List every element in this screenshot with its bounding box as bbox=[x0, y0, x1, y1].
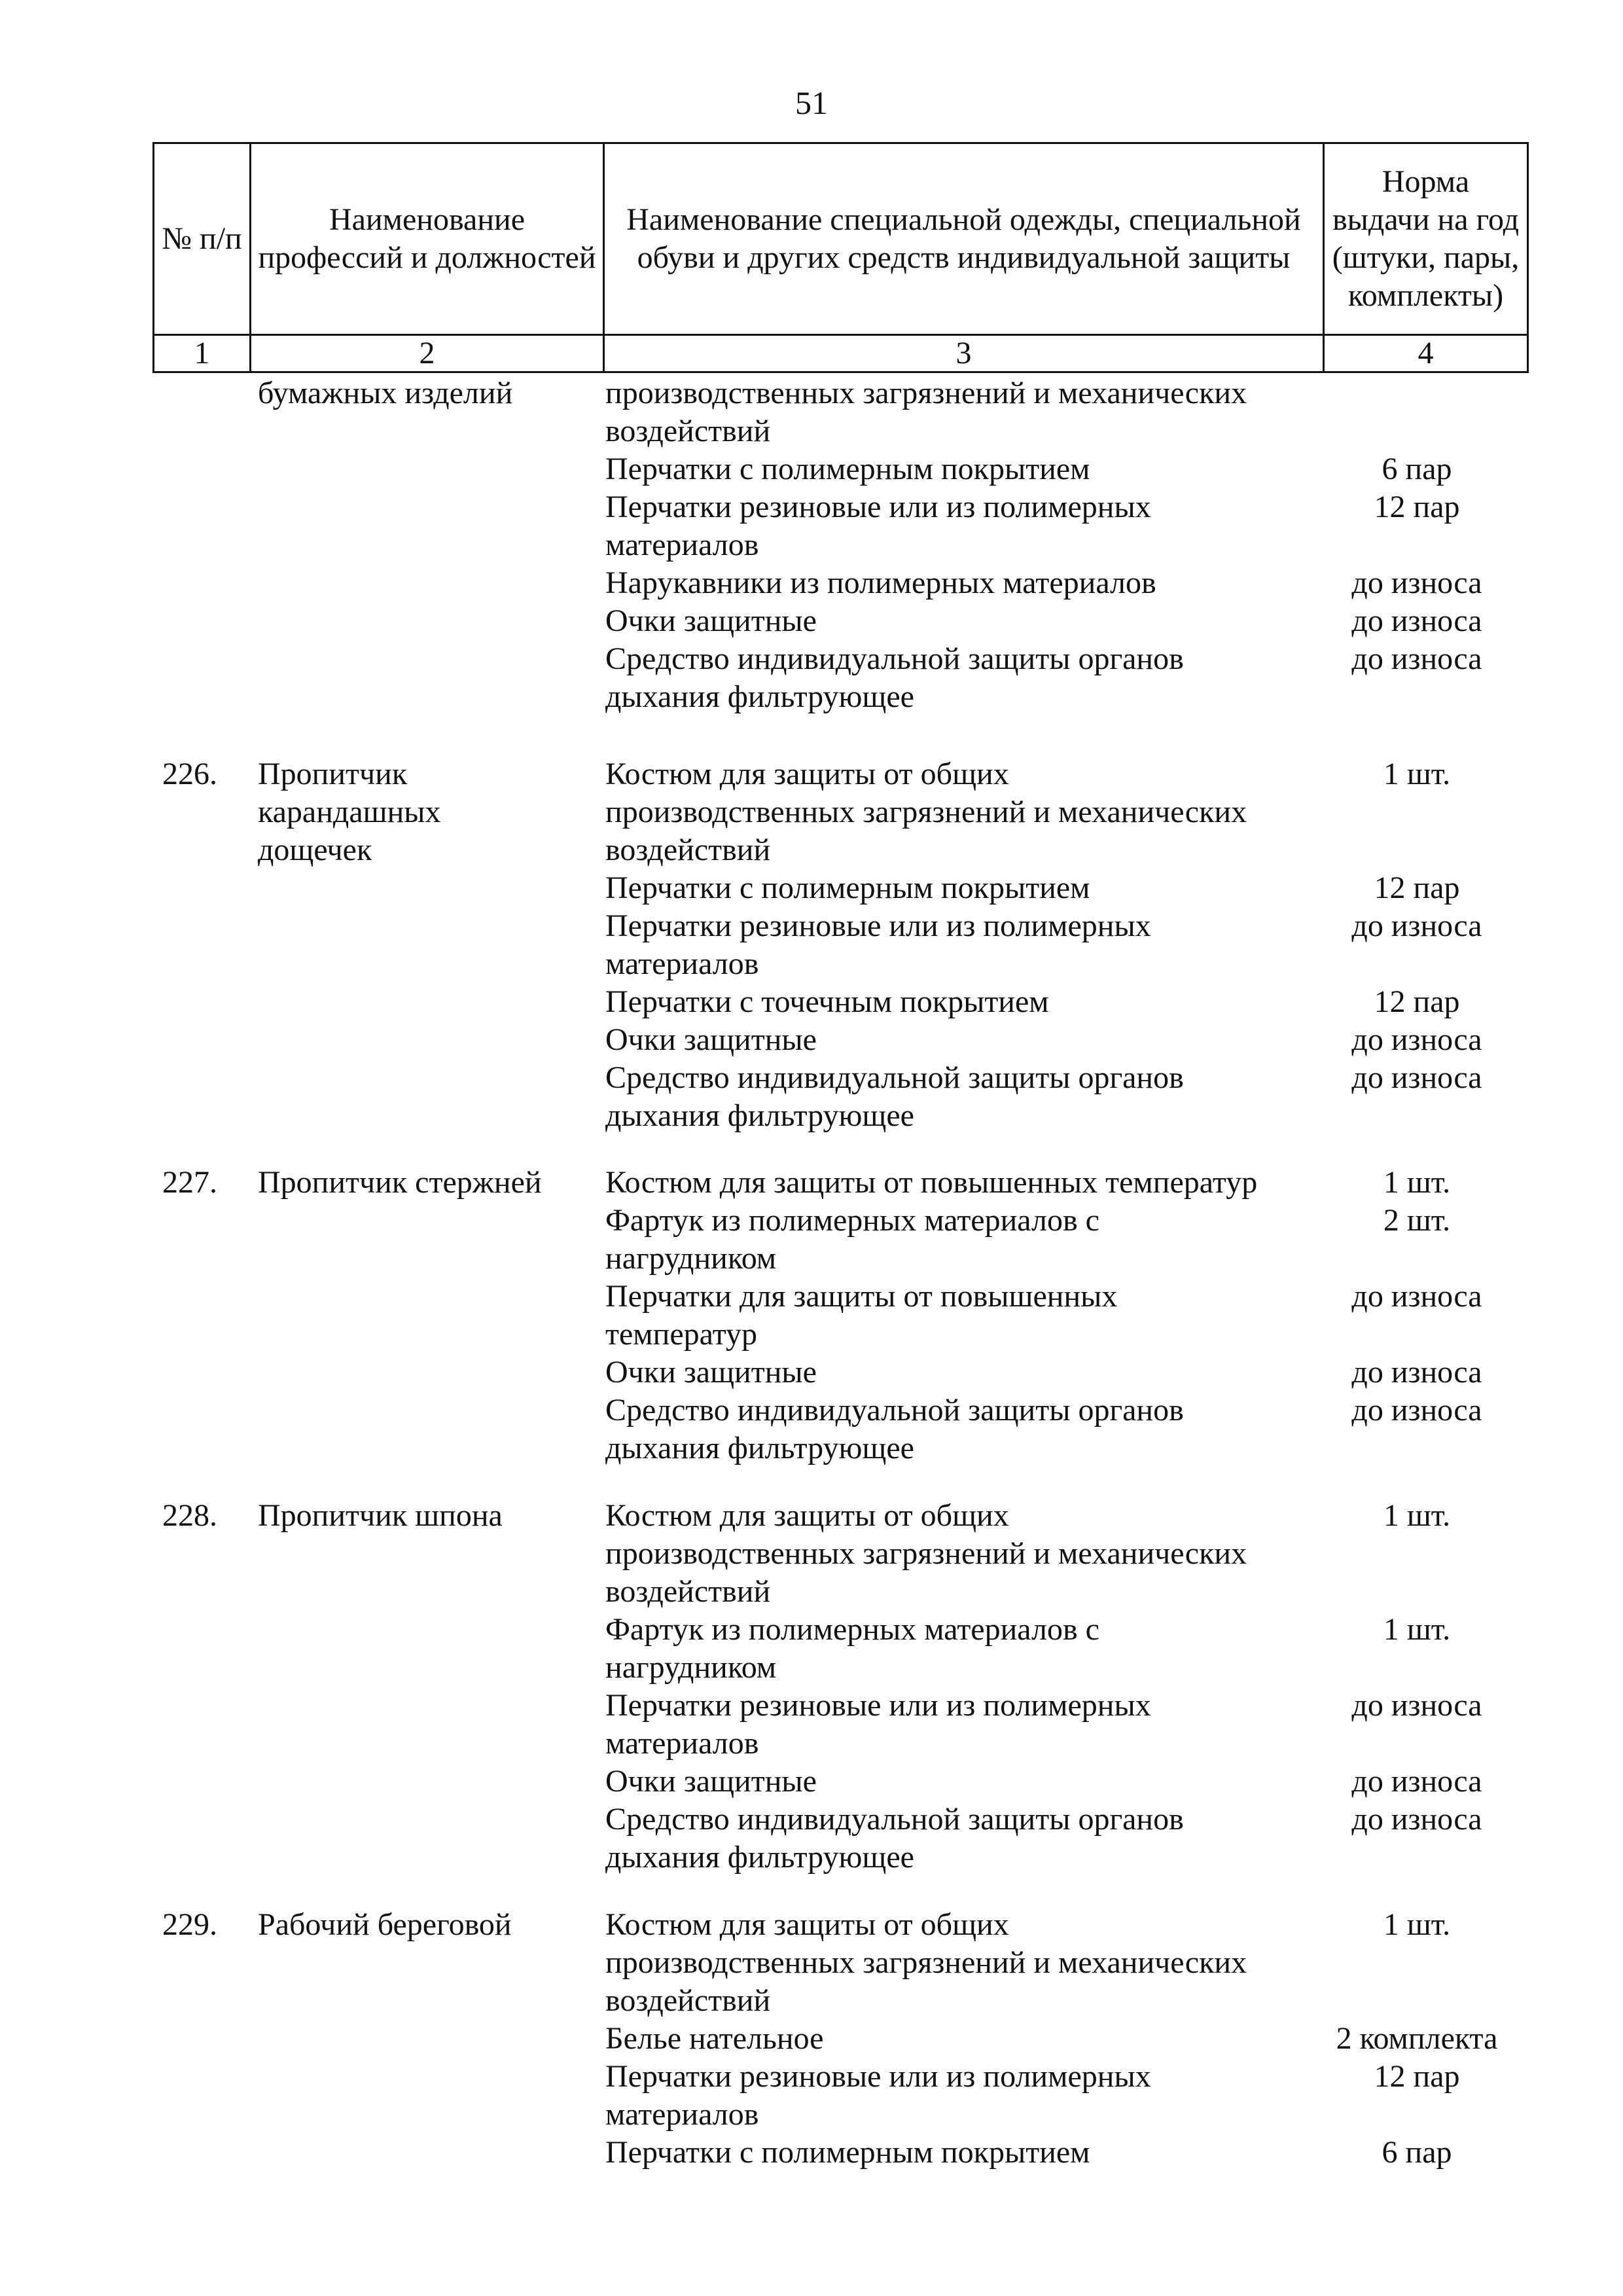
equipment-name-line: температур bbox=[605, 1317, 758, 1352]
profession-line: карандашных bbox=[258, 795, 441, 829]
equipment-name-line: Средство индивидуальной защиты органов bbox=[605, 1060, 1184, 1095]
equipment-name bbox=[605, 755, 1306, 869]
equipment-norm: до износа bbox=[1351, 641, 1482, 676]
equipment-list bbox=[605, 1164, 1528, 1467]
equipment-name: Перчатки с полимерным покрытием bbox=[605, 2135, 1090, 2170]
table-header bbox=[152, 142, 1529, 373]
list-item bbox=[605, 602, 1528, 640]
list-item bbox=[605, 1763, 1528, 1801]
row-profession: бумажных изделий bbox=[258, 376, 513, 410]
equipment-norm: 12 пар bbox=[1374, 984, 1460, 1019]
equipment-name bbox=[605, 1906, 1306, 2020]
list-item bbox=[605, 1497, 1528, 1611]
equipment-norm bbox=[1306, 374, 1528, 450]
header-col-equipment: Наименование специальной одежды, специальной обуви и других средств индивидуальной защиты bbox=[604, 143, 1324, 335]
equipment-name bbox=[605, 488, 1306, 564]
equipment-norm: до износа bbox=[1351, 1022, 1482, 1057]
equipment-name: Костюм для защиты от повышенных температур bbox=[605, 1165, 1258, 1200]
list-item bbox=[605, 564, 1528, 602]
equipment-name-line: Костюм для защиты от общих bbox=[605, 1907, 1009, 1942]
equipment-name: Очки защитные bbox=[605, 1022, 817, 1057]
row-profession: Пропитчик шпона bbox=[258, 1498, 503, 1533]
list-item bbox=[605, 2134, 1528, 2172]
header-titles-row bbox=[154, 143, 1528, 335]
equipment-list bbox=[605, 1497, 1528, 1876]
equipment-name-line: воздействий bbox=[605, 833, 771, 867]
equipment-name-line: Перчатки для защиты от повышенных bbox=[605, 1279, 1118, 1314]
equipment-norm: до износа bbox=[1351, 1060, 1482, 1095]
header-num-2: 2 bbox=[251, 335, 604, 372]
equipment-name-line: Костюм для защиты от общих bbox=[605, 757, 1009, 791]
header-num-3: 3 bbox=[604, 335, 1324, 372]
equipment-norm: 12 пар bbox=[1374, 490, 1460, 524]
list-item bbox=[605, 1687, 1528, 1763]
list-item bbox=[605, 374, 1528, 450]
page-number: 51 bbox=[795, 84, 828, 121]
row-profession: Рабочий береговой bbox=[258, 1907, 512, 1942]
equipment-list bbox=[605, 374, 1528, 716]
list-item bbox=[605, 640, 1528, 716]
header-num-1: 1 bbox=[154, 335, 251, 372]
equipment-name: Перчатки с точечным покрытием bbox=[605, 984, 1049, 1019]
equipment-name-line: материалов bbox=[605, 2097, 759, 2132]
equipment-norm: до износа bbox=[1351, 565, 1482, 600]
equipment-name-line: Перчатки резиновые или из полимерных bbox=[605, 2059, 1151, 2094]
equipment-norm: до износа bbox=[1351, 1764, 1482, 1799]
equipment-norm: 2 шт. bbox=[1383, 1203, 1451, 1238]
equipment-name-line: дыхания фильтрующее bbox=[605, 679, 914, 714]
equipment-name-line: материалов bbox=[605, 1726, 759, 1761]
list-item bbox=[605, 488, 1528, 564]
equipment-norm: 1 шт. bbox=[1383, 1498, 1451, 1533]
equipment-norm: до износа bbox=[1351, 1393, 1482, 1427]
equipment-name bbox=[605, 1611, 1306, 1687]
equipment-norm: до износа bbox=[1351, 1355, 1482, 1390]
equipment-norm: 1 шт. bbox=[1383, 1165, 1451, 1200]
equipment-norm: до износа bbox=[1351, 1688, 1482, 1723]
equipment-norm: 12 пар bbox=[1374, 870, 1460, 905]
profession-line: дощечек bbox=[258, 833, 372, 867]
row-number: 228. bbox=[162, 1498, 217, 1533]
equipment-name-line: Костюм для защиты от общих bbox=[605, 1498, 1009, 1533]
row-profession: Пропитчик стержней bbox=[258, 1165, 542, 1200]
equipment-name-line: производственных загрязнений и механических bbox=[605, 1536, 1247, 1571]
row-profession bbox=[258, 755, 598, 869]
equipment-norm: до износа bbox=[1351, 1279, 1482, 1314]
equipment-norm: 12 пар bbox=[1374, 2059, 1460, 2094]
equipment-name bbox=[605, 1059, 1306, 1135]
equipment-norm: до износа bbox=[1351, 1802, 1482, 1837]
equipment-list bbox=[605, 1906, 1528, 2172]
profession-line: Пропитчик bbox=[258, 757, 408, 791]
equipment-name-line: Средство индивидуальной защиты органов bbox=[605, 641, 1184, 676]
list-item bbox=[605, 450, 1528, 488]
equipment-norm: 6 пар bbox=[1382, 452, 1452, 486]
equipment-name: Перчатки с полимерным покрытием bbox=[605, 452, 1090, 486]
list-item bbox=[605, 1059, 1528, 1135]
equipment-norm: 2 комплекта bbox=[1336, 2021, 1498, 2056]
header-num-4: 4 bbox=[1324, 335, 1528, 372]
equipment-name-line: нагрудником bbox=[605, 1650, 777, 1685]
list-item bbox=[605, 2058, 1528, 2134]
equipment-name bbox=[605, 1801, 1306, 1876]
list-item bbox=[605, 1164, 1528, 1202]
row-number: 229. bbox=[162, 1907, 217, 1942]
equipment-name: Очки защитные bbox=[605, 1355, 817, 1390]
equipment-name bbox=[605, 2058, 1306, 2134]
equipment-name-line: Средство индивидуальной защиты органов bbox=[605, 1393, 1184, 1427]
equipment-list bbox=[605, 755, 1528, 1135]
equipment-name bbox=[605, 1687, 1306, 1763]
equipment-name-line: материалов bbox=[605, 528, 759, 562]
equipment-name: Очки защитные bbox=[605, 1764, 817, 1799]
equipment-name bbox=[605, 907, 1306, 983]
equipment-norm: до износа bbox=[1351, 908, 1482, 943]
equipment-name-line: производственных загрязнений и механических bbox=[605, 795, 1247, 829]
row-number: 227. bbox=[162, 1165, 217, 1200]
equipment-name: Белье нательное bbox=[605, 2021, 824, 2056]
equipment-name-line: производственных загрязнений и механических bbox=[605, 1945, 1247, 1980]
equipment-name-line: Фартук из полимерных материалов с bbox=[605, 1203, 1099, 1238]
equipment-name bbox=[605, 1497, 1306, 1611]
equipment-name-line: воздействий bbox=[605, 1983, 771, 2018]
equipment-norm: 1 шт. bbox=[1383, 1612, 1451, 1647]
list-item bbox=[605, 907, 1528, 983]
list-item bbox=[605, 1906, 1528, 2020]
header-col-number: № п/п bbox=[154, 143, 251, 335]
equipment-name-line: Перчатки резиновые или из полимерных bbox=[605, 490, 1151, 524]
list-item bbox=[605, 2020, 1528, 2058]
list-item bbox=[605, 869, 1528, 907]
equipment-name-line: воздействий bbox=[605, 1574, 771, 1609]
header-numbers-row bbox=[154, 335, 1528, 372]
equipment-name-line: воздействий bbox=[605, 414, 771, 448]
equipment-name-line: нагрудником bbox=[605, 1241, 777, 1276]
header-col-profession: Наименование профессий и должностей bbox=[251, 143, 604, 335]
equipment-name-line: дыхания фильтрующее bbox=[605, 1840, 914, 1874]
equipment-norm: до износа bbox=[1351, 603, 1482, 638]
equipment-name-line: Перчатки резиновые или из полимерных bbox=[605, 1688, 1151, 1723]
equipment-name-line: Фартук из полимерных материалов с bbox=[605, 1612, 1099, 1647]
equipment-name bbox=[605, 1391, 1306, 1467]
equipment-norm: 1 шт. bbox=[1383, 1907, 1451, 1942]
equipment-name-line: дыхания фильтрующее bbox=[605, 1431, 914, 1465]
equipment-name: Нарукавники из полимерных материалов bbox=[605, 565, 1156, 600]
list-item bbox=[605, 983, 1528, 1021]
list-item bbox=[605, 1611, 1528, 1687]
list-item bbox=[605, 1354, 1528, 1391]
equipment-name bbox=[605, 1202, 1306, 1278]
equipment-name: Очки защитные bbox=[605, 603, 817, 638]
list-item bbox=[605, 755, 1528, 869]
equipment-name-line: Средство индивидуальной защиты органов bbox=[605, 1802, 1184, 1837]
header-col-norm: Норма выдачи на год (штуки, пары, комплекты) bbox=[1324, 143, 1528, 335]
equipment-name-line: материалов bbox=[605, 946, 759, 981]
list-item bbox=[605, 1391, 1528, 1467]
equipment-name bbox=[605, 374, 1306, 450]
equipment-name-line: производственных загрязнений и механических bbox=[605, 376, 1247, 410]
equipment-name-line: Перчатки резиновые или из полимерных bbox=[605, 908, 1151, 943]
row-number: 226. bbox=[162, 757, 217, 791]
equipment-name bbox=[605, 640, 1306, 716]
equipment-norm: 1 шт. bbox=[1383, 757, 1451, 791]
list-item bbox=[605, 1801, 1528, 1876]
list-item bbox=[605, 1202, 1528, 1278]
equipment-name: Перчатки с полимерным покрытием bbox=[605, 870, 1090, 905]
list-item bbox=[605, 1021, 1528, 1059]
list-item bbox=[605, 1278, 1528, 1354]
equipment-name-line: дыхания фильтрующее bbox=[605, 1098, 914, 1133]
equipment-name bbox=[605, 1278, 1306, 1354]
equipment-norm: 6 пар bbox=[1382, 2135, 1452, 2170]
